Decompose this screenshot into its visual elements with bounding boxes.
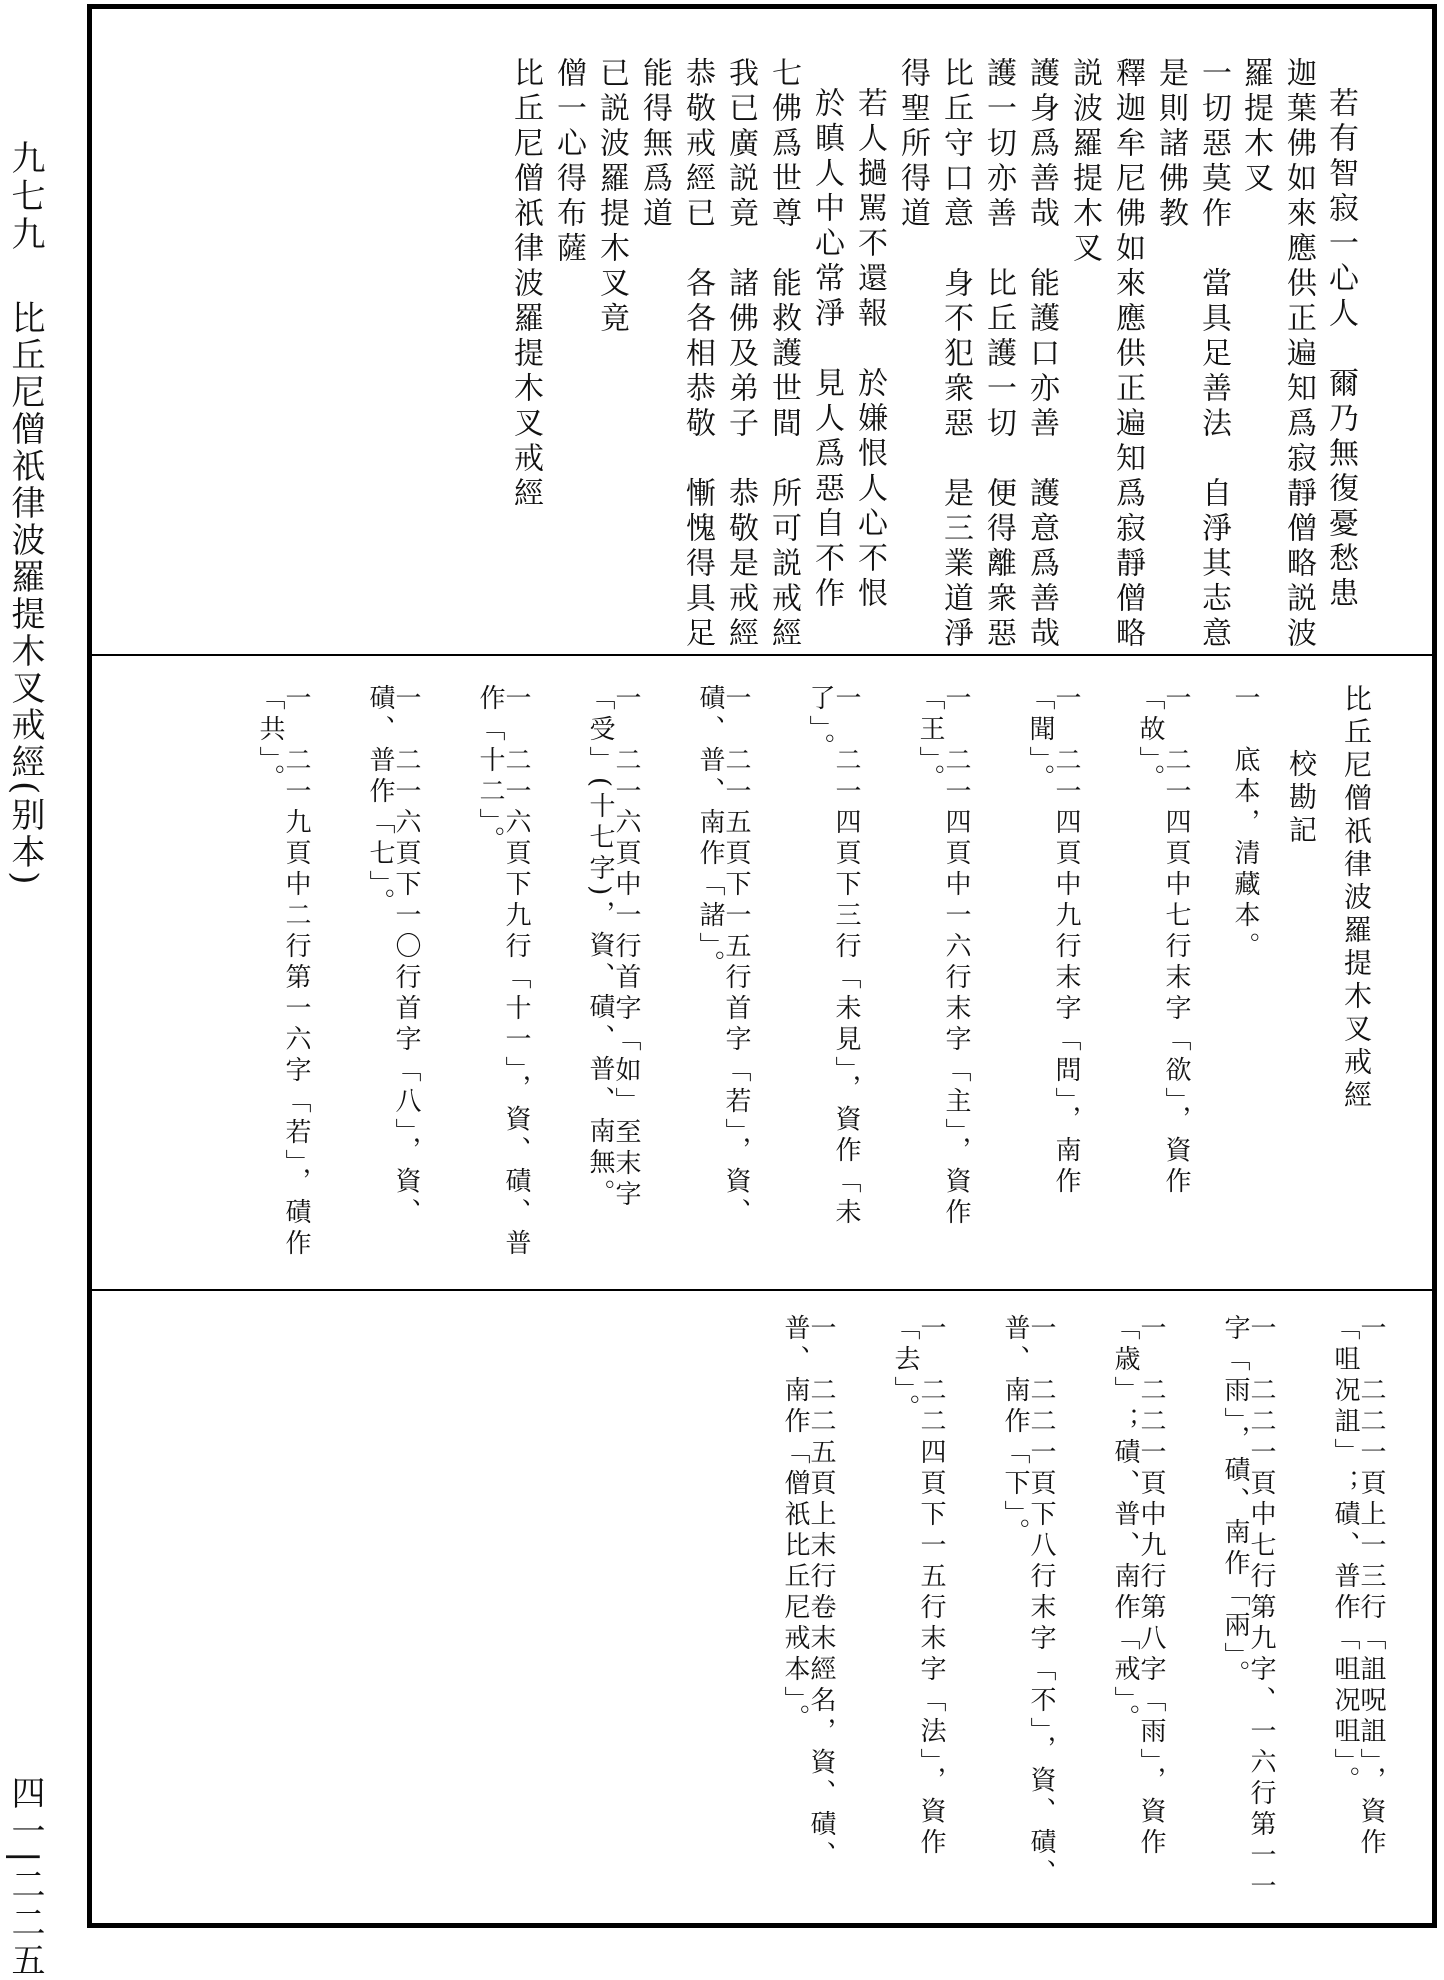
scripture-line: 於瞋人中心常淨 見人爲惡自不作 (809, 87, 844, 612)
scripture-line: 七佛爲世尊 能救護世間 所可説戒經 (766, 57, 801, 652)
collation-note: 一 二二一頁中七行第九字、一六行第一一字「雨」，磧、南作「兩」。 (1220, 1314, 1276, 1903)
scripture-line: 僧一心得布薩 (551, 57, 586, 267)
collation-note: 一 二一六頁中一行首字「如」至末字「受」(十七字)，資、磧、普、南無。 (585, 684, 641, 1211)
scripture-line: 若人撾駡不還報 於嫌恨人心不恨 (852, 87, 887, 612)
collation-note: 一 二二一頁上一三行「詛呪詛」，資作「咀况詛」；磧、普作「咀况咀」。 (1330, 1314, 1386, 1859)
scripture-line: 釋迦牟尼佛如來應供正遍知爲寂靜僧略 (1110, 57, 1145, 652)
page-number: 四一|二二五 (5, 1775, 45, 1980)
collation-note: 一 二二一頁中九行第八字「雨」，資作「歳」；磧、普、南作「戒」。 (1110, 1314, 1166, 1859)
scripture-line: 恭敬戒經已 各各相恭敬 慚愧得具足 (680, 57, 715, 652)
section-divider (92, 1289, 1432, 1291)
collation-note: 一 二一六頁下一〇行首字「八」，資、磧、普作「七」。 (365, 684, 421, 1229)
collation-note: 一 二一四頁中七行末字「欲」，資作「故」。 (1135, 684, 1191, 1198)
scripture-line: 説波羅提木叉 (1067, 57, 1102, 267)
collation-note: 一 二一四頁中一六行末字「主」，資作「王」。 (915, 684, 971, 1229)
sutra-title: 比丘尼僧祇律波羅提木叉戒經(别本) (5, 300, 45, 888)
scripture-line: 已説波羅提木叉竟 (594, 57, 629, 337)
section-divider (92, 654, 1432, 656)
scripture-line: 羅提木叉 (1238, 57, 1273, 197)
scripture-line: 護一切亦善 比丘護一切 便得離衆惡 (981, 57, 1016, 652)
scripture-line: 比丘守口意 身不犯衆惡 是三業道淨 (938, 57, 973, 652)
collation-note: 一 二一六頁下九行「十一」，資、磧、普作「十二」。 (475, 684, 531, 1260)
collation-note: 一 二一五頁下一五行首字「若」，資、磧、普、南作「諸」。 (695, 684, 751, 1229)
scripture-line: 比丘尼僧祇律波羅提木叉戒經 (508, 57, 543, 512)
scripture-line: 一切惡莫作 當具足善法 自淨其志意 (1196, 57, 1231, 652)
page-margin (0, 0, 80, 1980)
collation-note: 一 二一九頁中二行第一六字「若」，磧作「共」。 (255, 684, 311, 1260)
scripture-line: 是則諸佛教 (1153, 57, 1188, 232)
scripture-line: 護身爲善哉 能護口亦善 護意爲善哉 (1024, 57, 1059, 652)
scripture-line: 能得無爲道 (637, 57, 672, 232)
collation-note: 一 底本，清藏本。 (1230, 684, 1260, 963)
page-frame (87, 4, 1437, 1928)
folio-number: 九七九 (5, 140, 45, 254)
collation-note: 一 二一四頁下三行「未見」，資作「未了」。 (805, 684, 861, 1229)
collation-subheading: 校勘記 (1285, 749, 1318, 848)
scripture-line: 迦葉佛如來應供正遍知爲寂靜僧略説波 (1281, 57, 1316, 652)
scripture-line: 得聖所得道 (895, 57, 930, 232)
collation-note: 一 二二五頁上末行卷末經名，資、磧、普、南作「僧祇比丘尼戒本」。 (780, 1314, 836, 1872)
scripture-line: 若有智寂一心人 爾乃無復憂愁患 (1323, 87, 1358, 612)
scripture-line: 我已廣説竟 諸佛及弟子 恭敬是戒經 (723, 57, 758, 652)
collation-note: 一 二二一頁下八行末字「不」，資、磧、普、南作「下」。 (1000, 1314, 1056, 1890)
collation-title: 比丘尼僧祇律波羅提木叉戒經 (1340, 684, 1373, 1113)
collation-note: 一 二一四頁中九行末字「問」，南作「聞」。 (1025, 684, 1081, 1198)
collation-note: 一 二二四頁下一五行末字「法」，資作「去」。 (890, 1314, 946, 1859)
